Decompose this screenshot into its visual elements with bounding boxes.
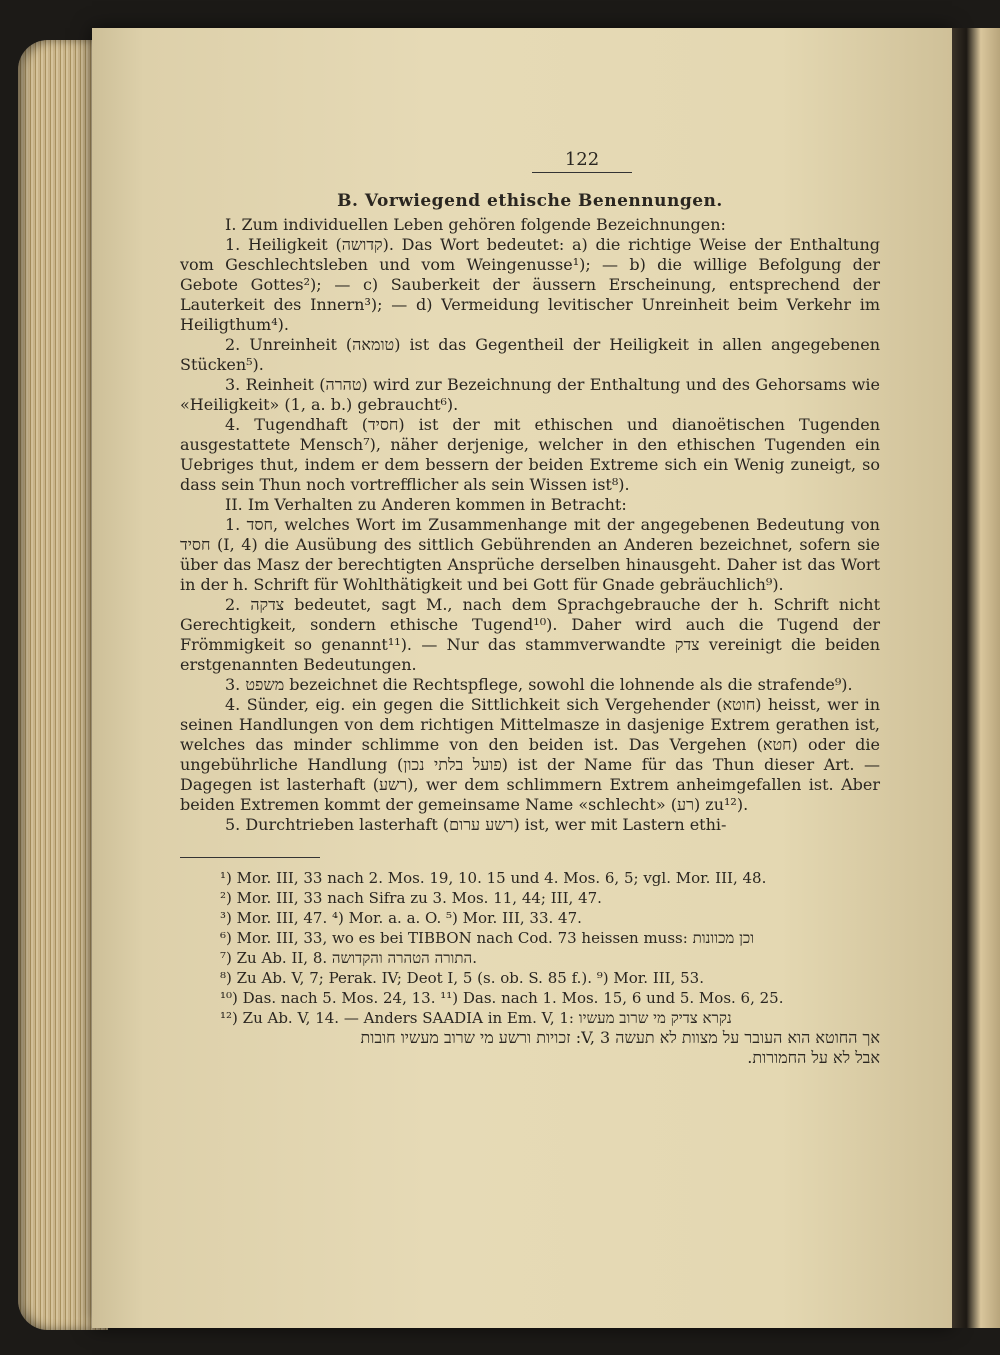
footnotes xyxy=(180,868,880,1068)
paragraph: I. Zum individuellen Leben gehören folgende Bezeichnungen: xyxy=(225,215,726,234)
footnote-divider xyxy=(180,857,320,858)
paragraph: II. Im Verhalten zu Anderen kommen in Betracht: xyxy=(225,495,627,514)
paragraph: 3. Reinheit (טהרה) wird zur Bezeichnung der Enthaltung und des Gehorsams wie «Heiligkeit» (1, a. b.) gebraucht⁶). xyxy=(180,375,880,414)
facing-page-edge xyxy=(952,28,1000,1328)
paragraph: 4. Sünder, eig. ein gegen die Sittlichkeit sich Vergehender (חוטא) heisst, wer in seinen Handlungen von dem richtigen Mittelmasze in dasjenige Extrem gerathen ist, welches das minder schlimme von den beiden ist. Das Vergehen (חטא) oder die ungebührliche Handlung (פועל בלתי נכון) ist der Name für das Thun dieser Art. — Dagegen ist lasterhaft (רשע), wer dem schlimmern Extrem anheimgefallen ist. Aber beiden Extremen kommt der gemeinsame Name «schlecht» (רע) zu¹²). xyxy=(180,695,881,814)
paragraph: 4. Tugendhaft (חסיד) ist der mit ethischen und dianoëtischen Tugenden ausgestattete Mensch⁷), näher derjenige, welcher in den ethischen Tugenden ein Uebriges thut, indem er dem bessern der beiden Extreme sich ein Wenig zuneigt, so dass sein Thun noch vortrefflicher als sein Wissen ist⁸). xyxy=(180,415,880,494)
paragraph: 1. Heiligkeit (קדושה). Das Wort bedeutet: a) die richtige Weise der Enthaltung vom Geschlechtsleben und vom Weingenusse¹); — b) die willige Befolgung der Gebote Gottes²); — c) Sauberkeit der äussern Erscheinung, entsprechend der Lauterkeit des Innern³); — d) Vermeidung levitischer Unreinheit beim Verkehr im Heiligthum⁴). xyxy=(180,235,881,334)
page-text-block xyxy=(180,150,880,1068)
hebrew-quote-line: אך החוטא הוא העובר על מצוות לא תעשה V, 3: זכויות ורשע מי שרוב מעשיו חובות xyxy=(360,1028,880,1047)
page-number: 122 xyxy=(532,150,632,173)
paragraph: 1. חסד, welches Wort im Zusammenhange mit der angegebenen Bedeutung von חסיד (I, 4) die Ausübung des sittlich Gebührenden an Anderen bezeichnet, sofern sie über das Masz der berechtigten Ansprüche derselben hinausgeht. Daher ist das Wort in der h. Schrift für Wohlthätigkeit und bei Gott für Gnade gebräuchlich⁹). xyxy=(180,515,880,594)
paragraph: 5. Durchtrieben lasterhaft (רשע ערום) ist, wer mit Lastern ethi- xyxy=(225,815,727,834)
footnote: ⁸) Zu Ab. V, 7; Perak. IV; Deot I, 5 (s. ob. S. 85 f.). ⁹) Mor. III, 53. xyxy=(220,969,704,987)
hebrew-quote-line: אבל לא על החמורות. xyxy=(747,1048,880,1067)
footnote: ⁷) Zu Ab. II, 8. התורה הטהרה והקדושה. xyxy=(220,949,477,967)
section-heading: B. Vorwiegend ethische Benennungen. xyxy=(337,191,723,211)
footnote: ¹⁰) Das. nach 5. Mos. 24, 13. ¹¹) Das. nach 1. Mos. 15, 6 und 5. Mos. 6, 25. xyxy=(220,989,784,1007)
footnote: ⁶) Mor. III, 33, wo es bei TIBBON nach Cod. 73 heissen muss: וכן מכוונות xyxy=(220,929,755,947)
footnote: ¹) Mor. III, 33 nach 2. Mos. 19, 10. 15 und 4. Mos. 6, 5; vgl. Mor. III, 48. xyxy=(220,869,767,887)
paragraph: 2. Unreinheit (טומאה) ist das Gegentheil der Heiligkeit in allen angegebenen Stücken⁵). xyxy=(180,335,880,374)
footnote: ¹²) Zu Ab. V, 14. — Anders SAADIA in Em. V, 1: נקרא צדיק מי שרוב מעשיו xyxy=(220,1009,732,1027)
footnote: ²) Mor. III, 33 nach Sifra zu 3. Mos. 11, 44; III, 47. xyxy=(220,889,602,907)
footnote: ³) Mor. III, 47. ⁴) Mor. a. a. O. ⁵) Mor. III, 33. 47. xyxy=(220,909,582,927)
paragraph: 2. צדקה bedeutet, sagt M., nach dem Sprachgebrauche der h. Schrift nicht Gerechtigkeit, sondern ethische Tugend¹⁰). Daher wird auch die Tugend der Frömmigkeit so genannt¹¹). — Nur das stammverwandte צדק vereinigt die beiden erstgenannten Bedeutungen. xyxy=(180,595,881,674)
paragraph: 3. משפט bezeichnet die Rechtspflege, sowohl die lohnende als die strafende⁹). xyxy=(225,675,853,694)
